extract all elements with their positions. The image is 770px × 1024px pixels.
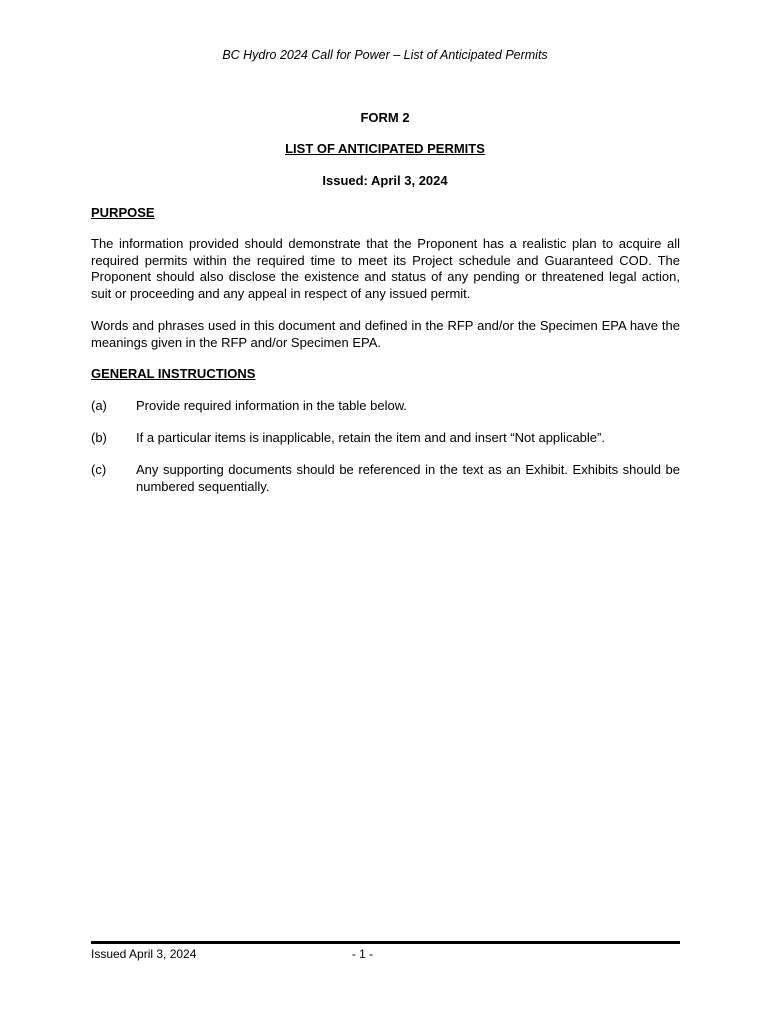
form-number: FORM 2 [360, 110, 410, 125]
instruction-item [91, 430, 680, 447]
footer-issued: Issued April 3, 2024 [91, 947, 197, 961]
instruction-label: (c) [91, 462, 107, 477]
footer-divider [91, 941, 680, 944]
general-instructions-heading: GENERAL INSTRUCTIONS [91, 366, 256, 381]
instruction-text: Any supporting documents should be referenced in the text as an Exhibit. Exhibits should be numbered sequentially. [136, 462, 680, 494]
purpose-paragraph-2: Words and phrases used in this document and defined in the RFP and/or the Specimen EPA have the meanings given in the RFP and/or Specimen EPA. [91, 318, 680, 350]
page-number: - 1 - [351, 947, 374, 961]
form-title: LIST OF ANTICIPATED PERMITS [285, 141, 485, 156]
running-header: BC Hydro 2024 Call for Power – List of Anticipated Permits [222, 48, 548, 62]
issued-date: Issued: April 3, 2024 [322, 173, 448, 188]
instruction-label: (b) [91, 430, 107, 445]
instruction-label: (a) [91, 398, 107, 413]
purpose-paragraph-1: The information provided should demonstrate that the Proponent has a realistic plan to acquire all required permits within the required time to meet its Project schedule and Guaranteed COD. The Proponent should also disclose the existence and status of any pending or threatened legal action, suit or proceeding and any appeal in respect of any issued permit. [91, 236, 680, 301]
instruction-text: If a particular items is inapplicable, retain the item and and insert “Not applicable”. [136, 430, 605, 445]
instruction-item [91, 462, 680, 495]
instruction-item [91, 398, 680, 415]
purpose-heading: PURPOSE [91, 205, 155, 220]
instruction-text: Provide required information in the table below. [136, 398, 407, 413]
